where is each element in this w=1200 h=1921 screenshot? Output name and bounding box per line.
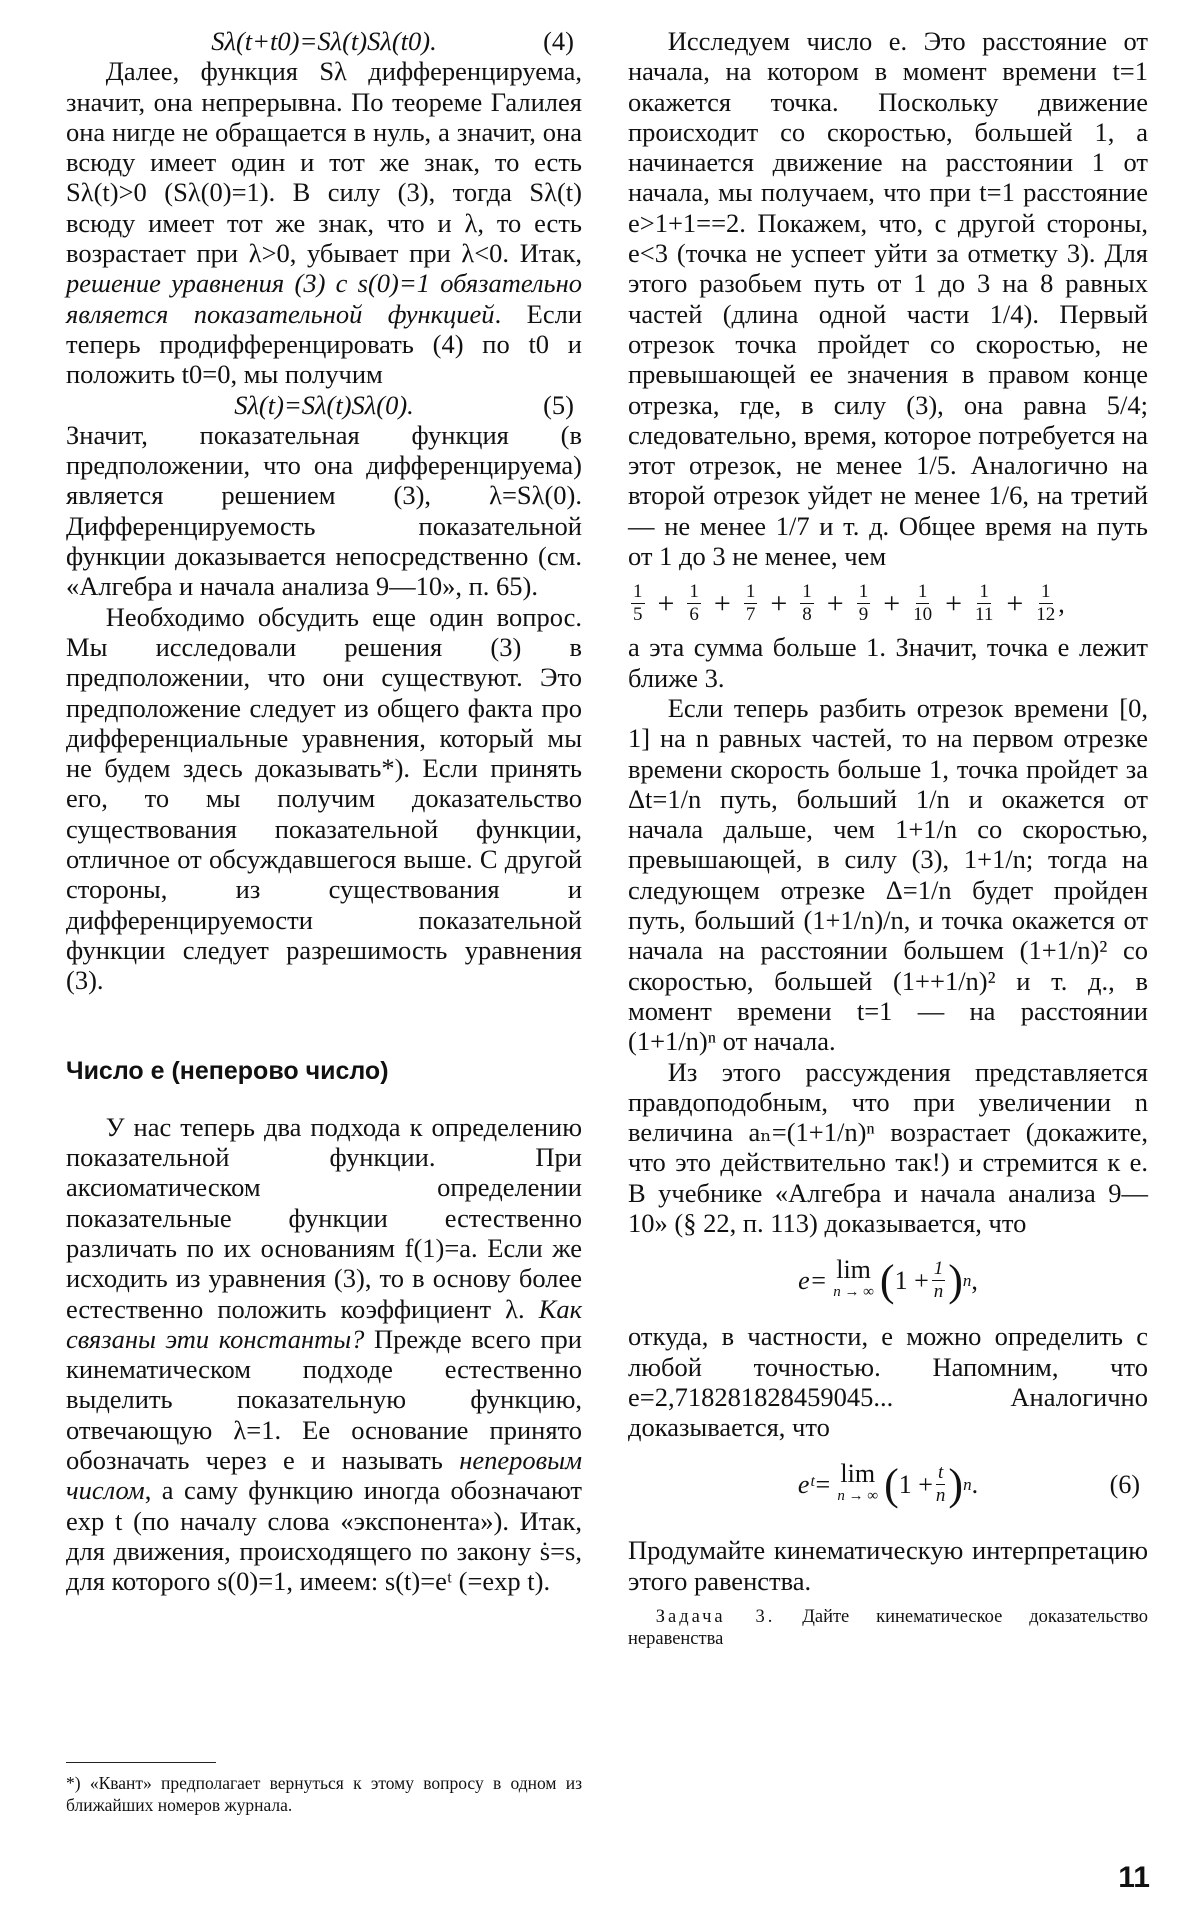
paragraph-limit-intro: Из этого рассуждения представляется правдоподобным, что при увеличении n величина aₙ=(1+1/n)ⁿ возрастает (докажите, что это действительно так!) и стремится к e. В учебнике «Алгебра и начала анализа 9—10» (§ 22, п. 113) доказывается, что xyxy=(628,1056,1148,1238)
denominator: 6 xyxy=(689,604,699,626)
fraction-1-9 xyxy=(857,581,871,626)
paragraph-text: У нас теперь два подхода к определению показательной функции. При аксиоматическом определении показательные функции естественно различать по их основаниям f(1)=a. Если же исходить из уравнения (3), то в основу более естественно положить коэффициент λ. xyxy=(66,1111,582,1324)
footnote: *) «Квант» предполагает вернуться к этому вопросу в одном из ближайших номеров журнала. xyxy=(66,1773,582,1815)
paragraph-text-mid: Прежде всего при кинематическом подходе естественно выделить показательную функцию, отвечающую λ=1. Ее основание принято обозначать через e и называть xyxy=(66,1323,582,1476)
paragraph-partition: Если теперь разбить отрезок времени [0, 1] на n равных частей, то на первом отрезке времени скорость больше 1, точка пройдет за Δt=1/n путь, больший 1/n и окажется от начала дальше, чем 1+1/n со скоростью, превышающей, в силу (3), 1+1/n; тогда на следующем отрезке Δ=1/n будет пройден путь, больший (1+1/n)/n, и точка окажется от начала на расстоянии большем (1+1/n)² со скоростью, большей (1++1/n)² и т. д., в момент времени t=1 — на расстоянии (1+1/n)ⁿ от начала. xyxy=(628,692,1148,1057)
footnote-rule xyxy=(66,1762,216,1763)
task-3 xyxy=(628,1606,1148,1650)
fraction-sum: $\frac{1}{5}$ + $\frac{1}{6}$ + $\frac{1}{7}$ + $\frac{1}{8}$ + $\frac{1}{9}$ + $\frac{1}{10}$ + $\frac{1}{11}$ + $\frac{1}{12}$ , xyxy=(633,581,1065,626)
equation-4-text: Sλ(t+t0)=Sλ(t)Sλ(t0). xyxy=(211,26,437,56)
limit-tail: . xyxy=(971,1469,979,1499)
fraction-1-10 xyxy=(913,581,932,626)
paragraph-exponential-solution: Значит, показательная функция (в предположении, что она дифференцируема) является решением (3), λ=Sλ(0). Дифференцируемость показательной функции доказывается непосредственно (см. «Алгебра и начала анализа 9—10», п. 65). xyxy=(66,419,582,602)
numerator: 1 xyxy=(745,581,756,603)
limit-equation-e: e= lim n → ∞ ( 1 + $\frac{1}{n}$ ) n , xyxy=(798,1254,978,1305)
denominator: 9 xyxy=(858,604,869,626)
fraction-1-12 xyxy=(1036,581,1055,626)
paragraph-kinematic: Продумайте кинематическую интерпретацию этого равенства. xyxy=(628,1535,1148,1596)
lim-word: lim xyxy=(840,1458,876,1488)
lim-subscript: n → ∞ xyxy=(833,1283,874,1300)
numerator: 1 xyxy=(933,1258,944,1280)
limit-exponent: n xyxy=(963,1474,972,1494)
paragraph-two-approaches xyxy=(66,1112,582,1597)
limit-fraction xyxy=(936,1462,946,1507)
paragraph-text: Далее, функция Sλ дифференцируема, значит, она непрерывна. По теореме Галилея она нигде не обращается в нуль, а значит, она всюду имеет один и тот же знак, то есть Sλ(t)>0 (Sλ(0)=1). В силу (3), тогда Sλ(t) всюду имеет тот же знак, что и λ, то есть возрастает при λ>0, убывает при λ<0. Итак, xyxy=(66,56,582,269)
denominator: 5 xyxy=(633,604,643,626)
lim-subscript: n → ∞ xyxy=(837,1487,879,1504)
equation-6-number: (6) xyxy=(1109,1469,1140,1499)
left-column xyxy=(66,26,582,1597)
numerator: 1 xyxy=(979,581,989,603)
denominator: 12 xyxy=(1036,604,1056,626)
fraction-1-5 xyxy=(631,581,645,626)
fraction-1-8 xyxy=(800,581,814,626)
limit-inner: 1 + xyxy=(898,1469,933,1499)
limit-operator xyxy=(837,1458,879,1507)
section-heading: Число e (неперово число) xyxy=(66,1056,389,1085)
paragraph-existence: Необходимо обсудить еще один вопрос. Мы исследовали решения (3) в предположении, что они существуют. Это предположение следует из общего факта про дифференциальные уравнения, который мы не будем здесь доказывать*). Если принять его, то мы получим доказательство существования показательной функции, отличное от обсуждавшегося выше. С другой стороны, из существования и дифференцируемости показательной функции следует разрешимость уравнения (3). xyxy=(66,601,582,996)
italic-question: Как связаны эти константы? xyxy=(66,1293,582,1354)
italic-statement: решение уравнения (3) с s(0)=1 обязательно является показательной функцией xyxy=(66,268,582,329)
denominator: n xyxy=(935,1485,946,1507)
limit-equation-6: eᵗ= lim n → ∞ ( 1 + $\frac{t}{n}$ ) n . (6) xyxy=(797,1458,1140,1509)
fraction-1-6 xyxy=(687,581,701,626)
numerator: 1 xyxy=(917,581,928,603)
equation-5 xyxy=(66,390,582,420)
denominator: n xyxy=(933,1281,944,1303)
numerator: 1 xyxy=(802,581,812,603)
limit-operator xyxy=(833,1254,874,1303)
limit-tail: , xyxy=(971,1265,978,1295)
task-text: Дайте кинематическое доказательство неравенства xyxy=(628,1607,1148,1650)
limit-lhs: e= xyxy=(798,1265,828,1295)
limit-fraction xyxy=(932,1258,946,1303)
limit-exponent: n xyxy=(962,1270,972,1290)
paragraph-text-end: . Если теперь продифференцировать (4) по t0 и положить t0=0, мы получим xyxy=(66,298,582,390)
paragraph-sum-conclusion: а эта сумма больше 1. Значит, точка e лежит ближе 3. xyxy=(628,632,1148,693)
paragraph-text-end: , а саму функцию иногда обозначают exp t (по началу слова «экспонента»). Итак, для движения, происходящего по закону ṡ=s, для которого s(0)=1, имеем: s(t)=eᵗ (=exp t). xyxy=(66,1475,582,1597)
paragraph-investigate-e: Исследуем число e. Это расстояние от начала, на котором в момент времени t=1 окажется точка. Поскольку движение происходит со скоростью, большей 1, а начинается движение на расстоянии 1 от начала, мы получаем, что при t=1 расстояние e>1+1==2. Покажем, что, с другой стороны, e<3 (точка не успеет уйти за отметку 3). Для этого разобьем путь от 1 до 3 на 8 равных частей (длина одной части 1/4). Первый отрезок точка пройдет со скоростью, не превышающей ее значения в правом конце отрезка, где, в силу (3), она равна 5/4; следовательно, время, которое потребуется на этот отрезок, не менее 1/5. Аналогично на второй отрезок уйдет не менее 1/6, на третий — не менее 1/7 и т. д. Общее время на путь от 1 до 3 не менее, чем xyxy=(628,26,1148,572)
denominator: 10 xyxy=(913,604,933,626)
denominator: 7 xyxy=(745,604,756,626)
equation-4-number: (4) xyxy=(543,26,574,56)
denominator: 8 xyxy=(802,604,812,626)
paragraph-differentiable xyxy=(66,56,582,389)
numerator: 1 xyxy=(1041,581,1051,603)
lim-word: lim xyxy=(836,1254,871,1284)
task-label: Задача 3. xyxy=(655,1607,776,1628)
limit-inner: 1 + xyxy=(894,1265,929,1295)
numerator: 1 xyxy=(858,581,869,603)
fraction-1-11 xyxy=(975,581,993,626)
numerator: 1 xyxy=(689,581,699,603)
equation-5-number: (5) xyxy=(543,389,574,420)
paragraph-e-value: откуда, в частности, e можно определить с любой точностью. Напомним, что e=2,718281828459045... Аналогично доказывается, что xyxy=(628,1321,1148,1443)
equation-4 xyxy=(66,26,582,56)
page-number: 11 xyxy=(1118,1861,1150,1894)
italic-term: неперовым числом xyxy=(66,1445,582,1506)
numerator: 1 xyxy=(633,581,643,603)
equation-5-text: Sλ(t)=Sλ(t)Sλ(0). xyxy=(234,389,414,420)
right-column xyxy=(628,26,1148,1650)
fraction-1-7 xyxy=(744,581,758,626)
denominator: 11 xyxy=(975,604,994,626)
limit-lhs: eᵗ= xyxy=(797,1469,832,1499)
numerator: t xyxy=(938,1462,944,1484)
